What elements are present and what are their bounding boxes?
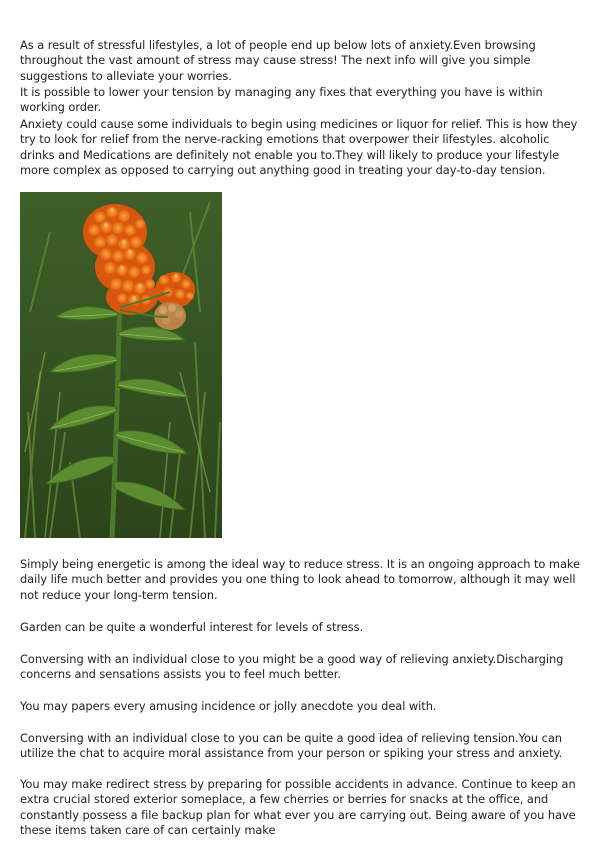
paragraph-intro: As a result of stressful lifestyles, a lot of people end up below lots of anxiety.Even browsing throughout the vast amount of stress may cause stress! The next info will give you simple suggestions to alleviate your worries.: [20, 38, 536, 83]
paragraph-fixes: It is possible to lower your tension by managing any fixes that everything you have is within working order.: [20, 85, 543, 115]
paragraph-energetic: Simply being energetic is among the ideal way to reduce stress. It is an ongoing approach to make daily life much better and provides you one thing to look ahead to tomorrow, although it may well not reduce your long-term tension.: [20, 557, 580, 602]
paragraph-medicines: Anxiety could cause some individuals to begin using medicines or liquor for relief. This is how they try to look for relief from the nerve-racking emotions that overpower their lifestyles. alcoholic drinks and Medications are definitely not enable you to.They will likely to produce your lifestyle more complex as opposed to carrying out anything good in treating your day-to-day tension.: [20, 117, 578, 178]
paragraph-papers: You may papers every amusing incidence or jolly anecdote you deal with.: [20, 699, 437, 713]
paragraph-conversing: Conversing with an individual close to you might be a good way of relieving anxiety.Discharging concerns and sensations assists you to feel much better.: [20, 652, 564, 682]
paragraph-redirect-stress: You may make redirect stress by preparing for possible accidents in advance. Continue to keep an extra crucial stored exterior someplace, a few cherries or berries for snacks at the office, and constantly possess a file backup plan for what ever you are carrying out. Being aware of you have these items taken care of can certainly make: [20, 777, 576, 838]
paragraph-garden: Garden can be quite a wonderful interest for levels of stress.: [20, 620, 364, 634]
flower-photo: [20, 192, 222, 538]
paragraph-conversing-tension: Conversing with an individual close to you can be quite a good idea of relieving tension.You can utilize the chat to acquire moral assistance from your person or spiking your stress and anxiety.: [20, 731, 563, 761]
